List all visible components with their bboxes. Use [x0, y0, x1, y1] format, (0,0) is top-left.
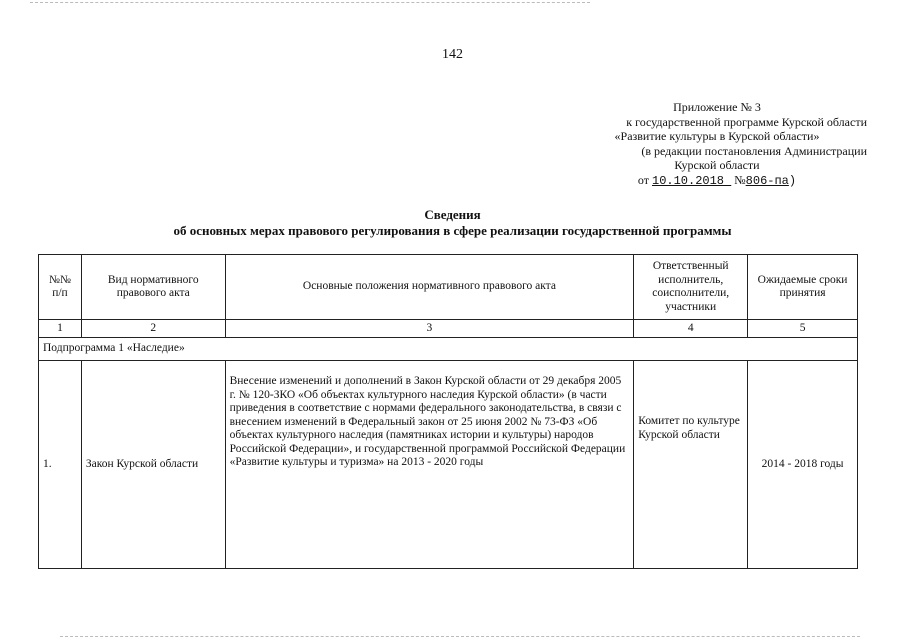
- column-number-row: [39, 320, 858, 338]
- row-executor: Комитет по культуре Курской области: [634, 361, 748, 569]
- measures-table: [38, 254, 858, 569]
- subprogram-row: [39, 338, 858, 361]
- title-line-2: об основных мерах правового регулирования в сфере реализации государственной программы: [173, 223, 732, 238]
- resolution-number: 806-па: [745, 173, 789, 188]
- header-num: №№ п/п: [39, 255, 82, 320]
- header-executor: Ответственный исполнитель, соисполнители, участники: [634, 255, 748, 320]
- header-act-type: Вид нормативного правового акта: [81, 255, 225, 320]
- row-provisions: Внесение изменений и дополнений в Закон Курской области от 29 декабря 2005 г. № 120-ЗКО «Об объектах культурного наследия Курской области» (в части приведения в соответствие с нормами федерального законодательства, в связи с внесением изменений в Федеральный закон от 25 июня 2002 № 73-ФЗ «Об объектах культурного наследия (памятниках истории и культуры) народов Российской Федерации», и государственной программой Российской Федерации «Развитие культуры и туризма» на 2013 - 2020 годы: [225, 361, 634, 569]
- appendix-line-5: Курской области: [674, 158, 760, 172]
- row-act-type: Закон Курской области: [81, 361, 225, 569]
- appendix-line-2: к государственной программе Курской области: [626, 114, 867, 129]
- appendix-header: [567, 100, 867, 188]
- header-provisions: Основные положения нормативного правового акта: [225, 255, 634, 320]
- column-number: 1: [39, 320, 82, 338]
- row-number: 1.: [39, 361, 82, 569]
- date-underline-gap: [724, 174, 731, 188]
- scan-edge-bottom: [60, 636, 860, 637]
- resolution-date: 10.10.2018: [652, 173, 725, 188]
- header-deadline: Ожидаемые сроки принятия: [748, 255, 858, 320]
- subprogram-label: Подпрограмма 1 «Наследие»: [39, 338, 858, 361]
- column-number: 5: [748, 320, 858, 338]
- document-title: [0, 207, 905, 239]
- column-number: 3: [225, 320, 634, 338]
- table-row: [39, 361, 858, 569]
- row-deadline: 2014 - 2018 годы: [748, 361, 858, 569]
- appendix-line-4: (в редакции постановления Администрации: [641, 143, 867, 158]
- number-prefix: №: [734, 172, 746, 187]
- column-number: 2: [81, 320, 225, 338]
- table-header-row: [39, 255, 858, 320]
- appendix-line-1: Приложение № 3: [673, 100, 761, 114]
- appendix-date-line: [567, 173, 867, 189]
- closing-paren: ): [788, 173, 797, 188]
- date-prefix: от: [637, 172, 649, 187]
- title-line-1: Сведения: [424, 207, 481, 222]
- column-number: 4: [634, 320, 748, 338]
- page-number: 142: [442, 47, 463, 62]
- scan-edge-top: [30, 2, 590, 3]
- appendix-line-3: «Развитие культуры в Курской области»: [614, 129, 820, 143]
